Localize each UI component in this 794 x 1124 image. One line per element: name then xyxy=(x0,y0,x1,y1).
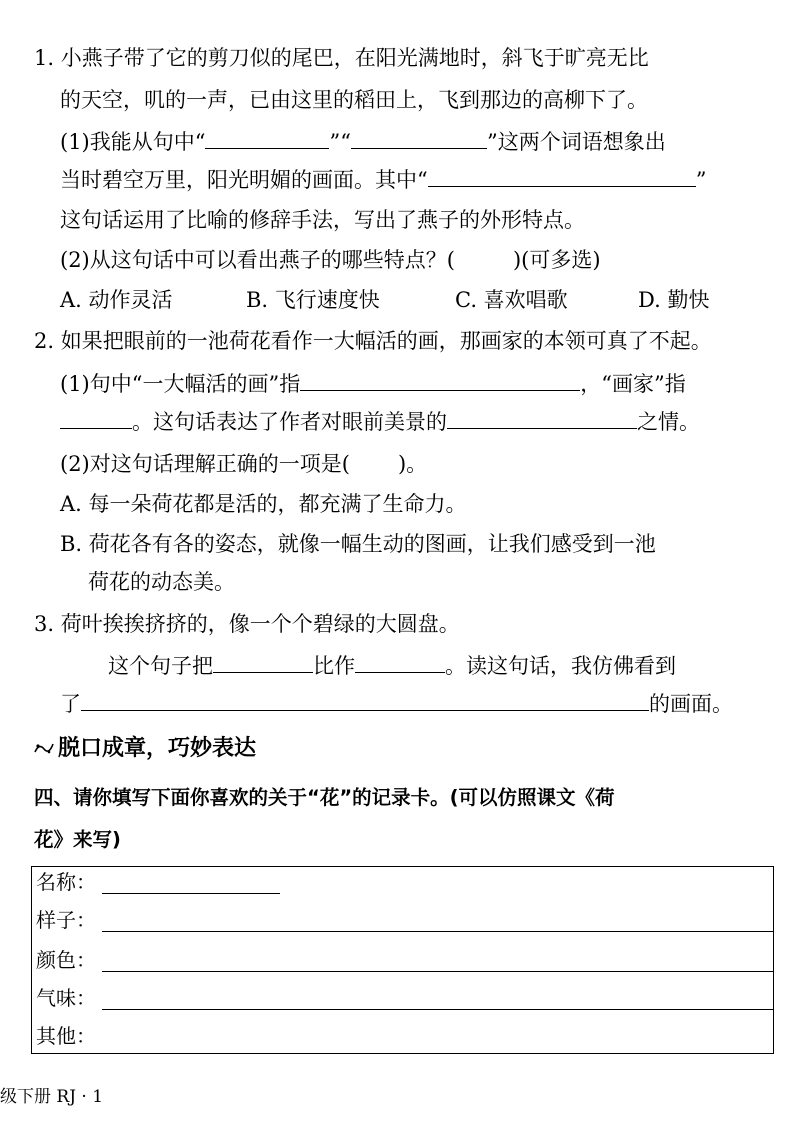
q3-blank-subject[interactable] xyxy=(213,654,313,673)
q2-blank-feeling[interactable] xyxy=(447,410,637,429)
card-field-smell-line[interactable] xyxy=(102,987,773,1010)
q3-blank-object[interactable] xyxy=(355,654,445,673)
q1-text-line2: 的天空，叽的一声，已由这里的稻田上，飞到那边的高柳下了。 xyxy=(60,88,648,112)
q2-option-a[interactable]: A. 每一朵荷花都是活的，都充满了生命力。 xyxy=(60,492,467,516)
q1-option-b[interactable]: B. 飞行速度快 xyxy=(246,288,380,312)
q2-p1-line2-end: 之情。 xyxy=(637,410,700,434)
q2-p2-prefix: (2)对这句话理解正确的一项是( xyxy=(60,452,350,476)
q1-options xyxy=(60,286,740,314)
q3-l2-mid: 比作 xyxy=(313,654,355,678)
q2-part1-line2 xyxy=(60,408,700,436)
q2-part1-line1 xyxy=(60,370,686,398)
q2-p1-line2-text: 。这句话表达了作者对眼前美景的 xyxy=(132,410,447,434)
q1-blank-word1[interactable] xyxy=(205,130,329,149)
section-pen-icon xyxy=(34,735,54,763)
q2-option-b-line2: 荷花的动态美。 xyxy=(88,570,235,594)
q1-p1-prefix: (1)我能从句中“ xyxy=(60,130,206,154)
card-field-look-line[interactable] xyxy=(102,909,773,932)
q1-text-line1: 1. 小燕子带了它的剪刀似的尾巴，在阳光满地时，斜飞于旷亮无比 xyxy=(34,46,649,70)
q2-blank-painter[interactable] xyxy=(60,410,132,429)
q2-text-line1: 2. 如果把眼前的一池荷花看作一大幅活的画，那画家的本领可真了不起。 xyxy=(34,329,712,353)
q1-option-a[interactable]: A. 动作灵活 xyxy=(60,288,173,312)
flower-record-card xyxy=(31,866,774,1054)
q2-option-b-line1[interactable]: B. 荷花各有各的姿态，就像一幅生动的图画，让我们感受到一池 xyxy=(60,532,656,556)
q3-l2-suffix: 。读这句话，我仿佛看到 xyxy=(445,654,676,678)
q1-p1-suffix: ”这两个词语想象出 xyxy=(486,130,666,154)
q1-p1-line2-quote: ” xyxy=(695,168,707,192)
q1-p2-suffix: )(可多选) xyxy=(512,248,601,272)
q1-part1-line2 xyxy=(60,166,706,194)
q1-p1-line2-prefix: 当时碧空万里，阳光明媚的画面。其中“ xyxy=(60,168,428,192)
q1-blank-word2[interactable] xyxy=(351,130,487,149)
q2-part2-line xyxy=(60,450,427,478)
card-field-name-label: 名称： xyxy=(36,870,96,894)
q1-option-c[interactable]: C. 喜欢唱歌 xyxy=(455,288,568,312)
card-field-other-label: 其他： xyxy=(36,1024,96,1048)
card-field-color-label: 颜色： xyxy=(36,948,96,972)
page-footer: 级下册 RJ · 1 xyxy=(0,1087,104,1107)
q2-p1-prefix: (1)句中“一大幅活的画”指 xyxy=(60,372,301,396)
q1-p2-prefix: (2)从这句话中可以看出燕子的哪些特点？( xyxy=(60,248,455,272)
q1-option-d[interactable]: D. 勤快 xyxy=(638,288,710,312)
q1-part1-line1 xyxy=(60,128,666,156)
q1-blank-sentence[interactable] xyxy=(428,168,696,187)
q3-text-line1: 3. 荷叶挨挨挤挤的，像一个个碧绿的大圆盘。 xyxy=(34,612,460,636)
q3-line3 xyxy=(60,690,733,718)
card-field-name-line[interactable] xyxy=(102,871,280,894)
q1-part2-line xyxy=(60,246,601,274)
q2-blank-meaning[interactable] xyxy=(300,372,580,391)
q2-p1-mid: ，“画家”指 xyxy=(580,372,686,396)
q3-line2 xyxy=(108,652,676,680)
q1-p1-quote-sep: ”“ xyxy=(329,130,351,154)
q1-part1-line3: 这句话运用了比喻的修辞手法，写出了燕子的外形特点。 xyxy=(60,208,585,232)
q3-l3-prefix: 了 xyxy=(60,692,81,716)
q2-p2-suffix: )。 xyxy=(397,452,428,476)
q4-text-line1: 四、请你填写下面你喜欢的关于“花”的记录卡。(可以仿照课文《荷 xyxy=(34,786,615,809)
section-heading xyxy=(34,735,256,763)
q3-blank-scene[interactable] xyxy=(81,692,649,711)
section-title: 脱口成章，巧妙表达 xyxy=(58,736,257,761)
card-field-look-label: 样子： xyxy=(36,908,96,932)
q3-l3-suffix: 的画面。 xyxy=(649,692,733,716)
q4-text-line2: 花》来写) xyxy=(34,828,121,851)
card-field-smell-label: 气味： xyxy=(36,986,96,1010)
card-field-color-line[interactable] xyxy=(102,949,773,972)
q3-l2-prefix: 这个句子把 xyxy=(108,654,213,678)
